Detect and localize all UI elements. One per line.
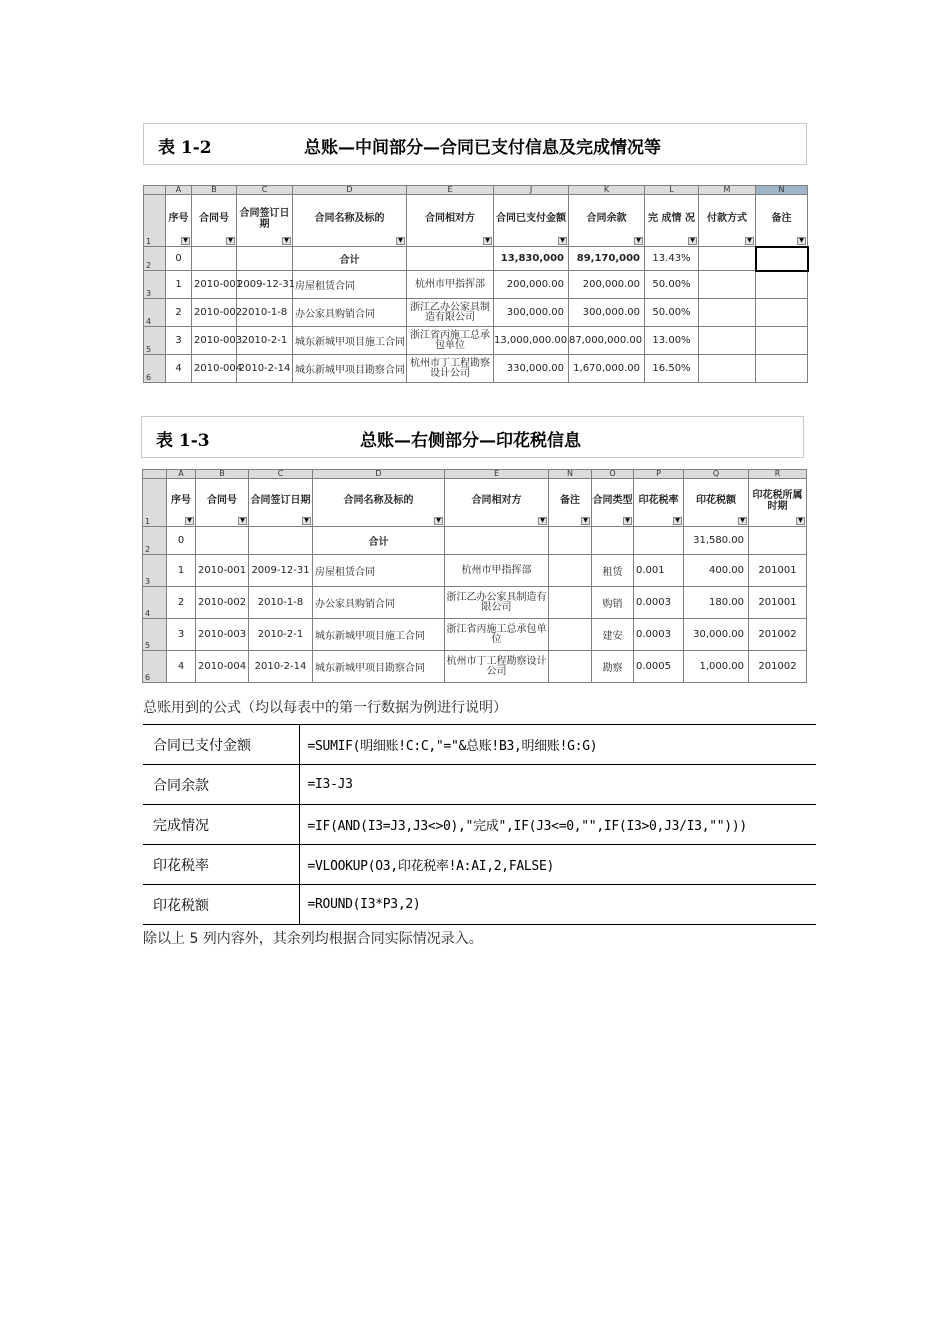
column-header[interactable] bbox=[293, 195, 407, 247]
table-cell[interactable]: 201002 bbox=[749, 619, 807, 651]
table-cell[interactable]: 办公家具购销合同 bbox=[293, 299, 407, 327]
table-cell[interactable]: 201001 bbox=[749, 555, 807, 587]
table-cell[interactable]: 13.00% bbox=[645, 327, 699, 355]
column-header[interactable] bbox=[166, 195, 192, 247]
filter-dropdown-icon[interactable]: ▼ bbox=[538, 517, 547, 525]
total-cell[interactable] bbox=[749, 527, 807, 555]
table-cell[interactable] bbox=[699, 299, 756, 327]
filter-dropdown-icon[interactable]: ▼ bbox=[226, 237, 235, 245]
column-header[interactable] bbox=[192, 195, 237, 247]
formula-expression: =VLOOKUP(O3,印花税率!A:AI,2,FALSE) bbox=[299, 845, 816, 885]
formula-row bbox=[143, 845, 816, 885]
formula-expression: =I3-J3 bbox=[299, 765, 816, 805]
table-cell[interactable]: 180.00 bbox=[684, 587, 749, 619]
total-cell[interactable] bbox=[192, 247, 237, 271]
column-header-label: 合同相对方 bbox=[425, 213, 475, 224]
table-cell[interactable]: 0.0003 bbox=[634, 619, 684, 651]
table-cell[interactable]: 城东新城甲项目勘察合同 bbox=[293, 355, 407, 383]
table-cell[interactable] bbox=[756, 299, 808, 327]
table-cell[interactable]: 房屋租赁合同 bbox=[313, 555, 445, 587]
total-cell[interactable]: 0 bbox=[166, 247, 192, 271]
filter-dropdown-icon[interactable]: ▼ bbox=[185, 517, 194, 525]
total-cell[interactable]: 13,830,000 bbox=[494, 247, 569, 271]
table-1-3-caption bbox=[141, 416, 804, 458]
column-header-label: 印花税所属时期 bbox=[752, 489, 803, 512]
column-letter[interactable]: E bbox=[407, 186, 494, 195]
column-header-label: 印花税额 bbox=[696, 495, 736, 506]
filter-dropdown-icon[interactable]: ▼ bbox=[558, 237, 567, 245]
table-cell[interactable]: 杭州市丁工程勘察设计公司 bbox=[445, 651, 549, 683]
table-cell[interactable]: 2010-004 bbox=[192, 355, 237, 383]
table-cell[interactable]: 2010-002 bbox=[192, 299, 237, 327]
table-cell[interactable]: 2010-2-14 bbox=[237, 355, 293, 383]
table-cell[interactable]: 13,000,000.00 bbox=[494, 327, 569, 355]
table-cell[interactable]: 杭州市丁工程勘察设计公司 bbox=[407, 355, 494, 383]
table-cell[interactable]: 杭州市甲指挥部 bbox=[445, 555, 549, 587]
row-number[interactable]: 3 bbox=[144, 271, 166, 299]
table-cell[interactable]: 杭州市甲指挥部 bbox=[407, 271, 494, 299]
row-number[interactable]: 1 bbox=[144, 195, 166, 247]
column-letter[interactable]: N bbox=[549, 470, 592, 479]
row-number[interactable]: 4 bbox=[144, 299, 166, 327]
table-cell[interactable]: 50.00% bbox=[645, 271, 699, 299]
formula-intro: 总账用到的公式（均以每表中的第一行数据为例进行说明） bbox=[143, 700, 507, 716]
column-header[interactable] bbox=[407, 195, 494, 247]
column-letter[interactable]: K bbox=[569, 186, 645, 195]
column-header[interactable] bbox=[313, 479, 445, 527]
filter-dropdown-icon[interactable]: ▼ bbox=[738, 517, 747, 525]
table-cell[interactable]: 0.001 bbox=[634, 555, 684, 587]
row-number[interactable]: 5 bbox=[143, 619, 167, 651]
table-cell[interactable] bbox=[756, 271, 808, 299]
table-cell[interactable]: 30,000.00 bbox=[684, 619, 749, 651]
formula-name: 完成情况 bbox=[143, 805, 299, 845]
formula-row bbox=[143, 805, 816, 845]
column-letter[interactable]: C bbox=[249, 470, 313, 479]
filter-dropdown-icon[interactable]: ▼ bbox=[797, 237, 806, 245]
total-cell[interactable] bbox=[407, 247, 494, 271]
row-number[interactable]: 2 bbox=[143, 527, 167, 555]
row-number[interactable]: 1 bbox=[143, 479, 167, 527]
filter-dropdown-icon[interactable]: ▼ bbox=[745, 237, 754, 245]
table-cell[interactable]: 勘察 bbox=[592, 651, 634, 683]
total-cell[interactable] bbox=[249, 527, 313, 555]
table-cell[interactable]: 办公家具购销合同 bbox=[313, 587, 445, 619]
total-cell[interactable] bbox=[549, 527, 592, 555]
table-1-3-title: 总账—右侧部分—印花税信息 bbox=[360, 431, 581, 451]
table-cell[interactable]: 2010-2-1 bbox=[249, 619, 313, 651]
total-cell[interactable] bbox=[592, 527, 634, 555]
column-header-label: 印花税率 bbox=[638, 495, 679, 506]
column-letter[interactable]: J bbox=[494, 186, 569, 195]
table-cell[interactable]: 2010-004 bbox=[196, 651, 249, 683]
filter-dropdown-icon[interactable]: ▼ bbox=[282, 237, 291, 245]
column-letter[interactable]: P bbox=[634, 470, 684, 479]
column-header[interactable] bbox=[699, 195, 756, 247]
table-cell[interactable] bbox=[699, 271, 756, 299]
table-cell[interactable]: 建安 bbox=[592, 619, 634, 651]
formula-expression: =ROUND(I3*P3,2) bbox=[299, 885, 816, 925]
table-cell[interactable]: 1,670,000.00 bbox=[569, 355, 645, 383]
table-cell[interactable]: 城东新城甲项目施工合同 bbox=[293, 327, 407, 355]
column-header[interactable] bbox=[196, 479, 249, 527]
table-cell[interactable] bbox=[756, 355, 808, 383]
column-letter[interactable]: B bbox=[192, 186, 237, 195]
table-cell[interactable]: 2010-003 bbox=[192, 327, 237, 355]
column-header[interactable] bbox=[494, 195, 569, 247]
table-cell[interactable]: 城东新城甲项目施工合同 bbox=[313, 619, 445, 651]
column-header-label: 合同签订日期 bbox=[250, 495, 311, 506]
table-cell[interactable]: 2010-2-14 bbox=[249, 651, 313, 683]
column-header[interactable] bbox=[237, 195, 293, 247]
column-header-label: 合同类型 bbox=[592, 495, 633, 506]
column-letter[interactable]: B bbox=[196, 470, 249, 479]
table-cell[interactable]: 0.0003 bbox=[634, 587, 684, 619]
table-cell[interactable]: 330,000.00 bbox=[494, 355, 569, 383]
table-cell[interactable]: 房屋租赁合同 bbox=[293, 271, 407, 299]
table-cell[interactable]: 87,000,000.00 bbox=[569, 327, 645, 355]
corner-cell[interactable] bbox=[144, 186, 166, 195]
table-cell[interactable]: 1,000.00 bbox=[684, 651, 749, 683]
filter-dropdown-icon[interactable]: ▼ bbox=[796, 517, 805, 525]
total-cell[interactable]: 31,580.00 bbox=[684, 527, 749, 555]
row-number[interactable]: 6 bbox=[144, 355, 166, 383]
table-cell[interactable]: 201001 bbox=[749, 587, 807, 619]
column-header-label: 合同号 bbox=[199, 213, 229, 224]
total-cell[interactable] bbox=[699, 247, 756, 271]
table-cell[interactable]: 浙江省丙施工总承包单位 bbox=[407, 327, 494, 355]
column-header-label: 备注 bbox=[771, 212, 792, 224]
column-header-label: 付款方式 bbox=[707, 213, 747, 224]
row-number[interactable]: 5 bbox=[144, 327, 166, 355]
column-header[interactable] bbox=[634, 479, 684, 527]
table-cell[interactable]: 租赁 bbox=[592, 555, 634, 587]
table-cell[interactable]: 2010-003 bbox=[196, 619, 249, 651]
filter-dropdown-icon[interactable]: ▼ bbox=[634, 237, 643, 245]
column-letter[interactable]: A bbox=[166, 186, 192, 195]
column-letter[interactable]: D bbox=[313, 470, 445, 479]
table-cell[interactable]: 2009-12-31 bbox=[249, 555, 313, 587]
table-cell[interactable] bbox=[549, 555, 592, 587]
column-header-label: 合同相对方 bbox=[471, 495, 522, 506]
table-1-2-number: 表 1-2 bbox=[158, 138, 212, 158]
row-number[interactable]: 6 bbox=[143, 651, 167, 683]
column-letter[interactable]: A bbox=[167, 470, 196, 479]
corner-cell[interactable] bbox=[143, 470, 167, 479]
table-cell[interactable]: 2010-1-8 bbox=[249, 587, 313, 619]
table-cell[interactable] bbox=[549, 619, 592, 651]
spreadsheet-table-1-2 bbox=[143, 185, 809, 383]
table-cell[interactable]: 2010-002 bbox=[196, 587, 249, 619]
total-cell[interactable]: 13.43% bbox=[645, 247, 699, 271]
table-cell[interactable]: 4 bbox=[166, 355, 192, 383]
row-number[interactable]: 3 bbox=[143, 555, 167, 587]
filter-dropdown-icon[interactable]: ▼ bbox=[238, 517, 247, 525]
table-cell[interactable]: 3 bbox=[167, 619, 196, 651]
table-1-3-number: 表 1-3 bbox=[156, 431, 210, 451]
filter-dropdown-icon[interactable]: ▼ bbox=[434, 517, 443, 525]
filter-dropdown-icon[interactable]: ▼ bbox=[688, 237, 697, 245]
table-cell[interactable]: 浙江乙办公家具制造有限公司 bbox=[445, 587, 549, 619]
table-cell[interactable] bbox=[699, 355, 756, 383]
formula-row bbox=[143, 725, 816, 765]
footer-note: 除以上 5 列内容外，其余列均根据合同实际情况录入。 bbox=[143, 931, 483, 947]
column-header[interactable] bbox=[445, 479, 549, 527]
column-header[interactable] bbox=[569, 195, 645, 247]
table-cell[interactable]: 16.50% bbox=[645, 355, 699, 383]
formula-table bbox=[143, 724, 816, 925]
table-cell[interactable]: 城东新城甲项目勘察合同 bbox=[313, 651, 445, 683]
formula-name: 合同已支付金额 bbox=[143, 725, 299, 765]
table-1-2-caption bbox=[143, 123, 807, 165]
table-cell[interactable]: 2 bbox=[166, 299, 192, 327]
filter-dropdown-icon[interactable]: ▼ bbox=[623, 517, 632, 525]
filter-dropdown-icon[interactable]: ▼ bbox=[673, 517, 682, 525]
column-header[interactable] bbox=[684, 479, 749, 527]
filter-dropdown-icon[interactable]: ▼ bbox=[302, 517, 311, 525]
table-cell[interactable] bbox=[549, 587, 592, 619]
table-cell[interactable]: 300,000.00 bbox=[494, 299, 569, 327]
column-header[interactable] bbox=[756, 195, 808, 247]
total-cell[interactable]: 89,170,000 bbox=[569, 247, 645, 271]
column-header[interactable] bbox=[549, 479, 592, 527]
column-letter[interactable]: Q bbox=[684, 470, 749, 479]
row-number[interactable]: 4 bbox=[143, 587, 167, 619]
table-cell[interactable]: 0.0005 bbox=[634, 651, 684, 683]
column-header-label: 合同已支付金额 bbox=[496, 213, 566, 224]
column-header[interactable] bbox=[249, 479, 313, 527]
total-cell[interactable]: 0 bbox=[167, 527, 196, 555]
total-cell[interactable] bbox=[756, 247, 808, 271]
column-header-label: 序号 bbox=[168, 213, 189, 224]
column-letter[interactable]: D bbox=[293, 186, 407, 195]
column-header-label: 合同号 bbox=[207, 495, 237, 506]
table-cell[interactable]: 400.00 bbox=[684, 555, 749, 587]
column-header-label: 完 成情 况 bbox=[648, 213, 695, 224]
filter-dropdown-icon[interactable]: ▼ bbox=[581, 517, 590, 525]
column-letter[interactable]: L bbox=[645, 186, 699, 195]
total-cell[interactable]: 合计 bbox=[313, 527, 445, 555]
column-header-label: 合同签订日期 bbox=[239, 207, 290, 230]
table-cell[interactable]: 浙江省丙施工总承包单位 bbox=[445, 619, 549, 651]
formula-name: 印花税额 bbox=[143, 885, 299, 925]
table-cell[interactable]: 200,000.00 bbox=[494, 271, 569, 299]
formula-row bbox=[143, 885, 816, 925]
filter-dropdown-icon[interactable]: ▼ bbox=[483, 237, 492, 245]
column-header[interactable] bbox=[167, 479, 196, 527]
filter-dropdown-icon[interactable]: ▼ bbox=[396, 237, 405, 245]
formula-expression: =IF(AND(I3=J3,J3<>0),"完成",IF(J3<=0,"",IF(I3>0,J3/I3,""))) bbox=[299, 805, 816, 845]
formula-name: 合同余款 bbox=[143, 765, 299, 805]
table-cell[interactable]: 2009-12-31 bbox=[237, 271, 293, 299]
table-cell[interactable]: 1 bbox=[166, 271, 192, 299]
filter-dropdown-icon[interactable]: ▼ bbox=[181, 237, 190, 245]
table-cell[interactable]: 4 bbox=[167, 651, 196, 683]
row-number[interactable]: 2 bbox=[144, 247, 166, 271]
column-header[interactable] bbox=[749, 479, 807, 527]
table-cell[interactable]: 50.00% bbox=[645, 299, 699, 327]
column-letter[interactable]: R bbox=[749, 470, 807, 479]
table-1-2-title: 总账—中间部分—合同已支付信息及完成情况等 bbox=[304, 138, 661, 158]
total-cell[interactable] bbox=[634, 527, 684, 555]
column-letter[interactable]: O bbox=[592, 470, 634, 479]
table-cell[interactable]: 201002 bbox=[749, 651, 807, 683]
column-letter[interactable]: C bbox=[237, 186, 293, 195]
formula-expression: =SUMIF(明细账!C:C,"="&总账!B3,明细账!G:G) bbox=[299, 725, 816, 765]
formula-name: 印花税率 bbox=[143, 845, 299, 885]
total-cell[interactable] bbox=[237, 247, 293, 271]
column-header-label: 合同余款 bbox=[586, 213, 627, 224]
table-cell[interactable]: 2010-001 bbox=[196, 555, 249, 587]
table-cell[interactable]: 200,000.00 bbox=[569, 271, 645, 299]
column-header[interactable] bbox=[645, 195, 699, 247]
column-header-label: 序号 bbox=[171, 495, 191, 506]
table-cell[interactable]: 2 bbox=[167, 587, 196, 619]
table-cell[interactable]: 1 bbox=[167, 555, 196, 587]
table-cell[interactable] bbox=[699, 327, 756, 355]
column-header-label: 合同名称及标的 bbox=[343, 495, 414, 506]
table-cell[interactable]: 3 bbox=[166, 327, 192, 355]
table-cell[interactable]: 2010-2-1 bbox=[237, 327, 293, 355]
total-cell[interactable] bbox=[445, 527, 549, 555]
column-header-label: 备注 bbox=[560, 495, 580, 506]
table-cell[interactable]: 300,000.00 bbox=[569, 299, 645, 327]
formula-row bbox=[143, 765, 816, 805]
column-header-label: 合同名称及标的 bbox=[314, 213, 385, 224]
column-letter[interactable]: N bbox=[756, 186, 808, 195]
table-cell[interactable]: 2010-1-8 bbox=[237, 299, 293, 327]
column-letter[interactable]: E bbox=[445, 470, 549, 479]
table-cell[interactable] bbox=[549, 651, 592, 683]
spreadsheet-table-1-3 bbox=[142, 469, 807, 683]
column-letter[interactable]: M bbox=[699, 186, 756, 195]
total-cell[interactable]: 合计 bbox=[293, 247, 407, 271]
table-cell[interactable] bbox=[756, 327, 808, 355]
table-cell[interactable]: 浙江乙办公家具制造有限公司 bbox=[407, 299, 494, 327]
total-cell[interactable] bbox=[196, 527, 249, 555]
table-cell[interactable]: 购销 bbox=[592, 587, 634, 619]
column-header[interactable] bbox=[592, 479, 634, 527]
table-cell[interactable]: 2010-001 bbox=[192, 271, 237, 299]
